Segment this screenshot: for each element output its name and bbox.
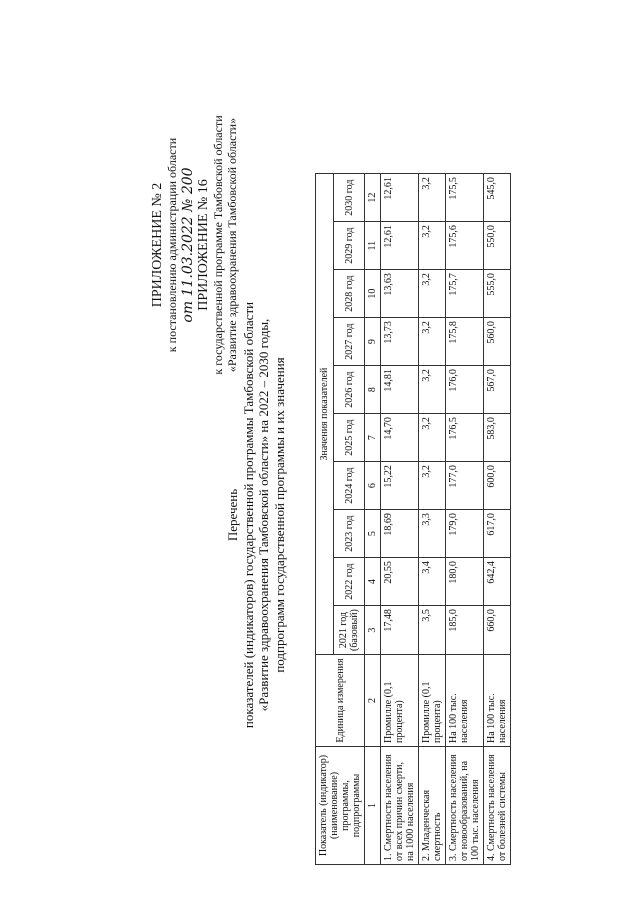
year-header: 2021 год (базовый) xyxy=(334,606,365,655)
column-number: 4 xyxy=(365,558,381,606)
value-cell: 13,73 xyxy=(381,318,419,366)
value-cell: 15,22 xyxy=(381,462,419,510)
unit-cell: Промилле (0,1 процента) xyxy=(381,655,419,747)
indicator-name-cell: 4. Смертность населения от болезней системы xyxy=(484,747,511,865)
value-cell: 550,0 xyxy=(484,222,511,270)
value-cell: 12,61 xyxy=(381,174,419,222)
unit-cell: На 100 тыс. населения xyxy=(484,655,511,747)
value-cell: 13,63 xyxy=(381,270,419,318)
column-number: 11 xyxy=(365,222,381,270)
document-title xyxy=(225,205,287,825)
value-cell: 175,5 xyxy=(446,174,484,222)
table-row xyxy=(446,174,484,865)
year-header: 2026 год xyxy=(334,366,365,414)
year-header: 2029 год xyxy=(334,222,365,270)
value-cell: 3,2 xyxy=(419,270,446,318)
year-header: 2025 год xyxy=(334,414,365,462)
year-header: 2023 год xyxy=(334,510,365,558)
column-number: 5 xyxy=(365,510,381,558)
value-cell: 3,2 xyxy=(419,366,446,414)
appendix-subtitle: к постановлению администрации области xyxy=(165,137,180,353)
column-number: 3 xyxy=(365,606,381,655)
table-row xyxy=(419,174,446,865)
table-row xyxy=(484,174,511,865)
value-cell: 3,2 xyxy=(419,462,446,510)
year-header: 2030 год xyxy=(334,174,365,222)
value-cell: 176,0 xyxy=(446,366,484,414)
indicator-name-cell: 1. Смертность населения от всех причин смерти, на 1000 населения xyxy=(381,747,419,865)
column-number: 9 xyxy=(365,318,381,366)
value-cell: 545,0 xyxy=(484,174,511,222)
value-cell: 3,2 xyxy=(419,222,446,270)
column-number: 6 xyxy=(365,462,381,510)
title-line-4: подпрограмм государственной программы и их значения xyxy=(271,357,287,673)
value-cell: 3,3 xyxy=(419,510,446,558)
title-line-1: Перечень xyxy=(225,488,240,542)
value-cell: 600,0 xyxy=(484,462,511,510)
value-cell: 660,0 xyxy=(484,606,511,655)
value-cell: 3,2 xyxy=(419,414,446,462)
year-header: 2022 год xyxy=(334,558,365,606)
year-header: 2028 год xyxy=(334,270,365,318)
program-appendix-title: ПРИЛОЖЕНИЕ № 16 xyxy=(195,179,211,311)
appendix-title: ПРИЛОЖЕНИЕ № 2 xyxy=(150,182,165,308)
value-cell: 14,70 xyxy=(381,414,419,462)
value-cell: 12,61 xyxy=(381,222,419,270)
value-cell: 18,69 xyxy=(381,510,419,558)
column-number: 8 xyxy=(365,366,381,414)
value-cell: 3,5 xyxy=(419,606,446,655)
handwritten-date: от 11.03.2022 № 200 xyxy=(179,167,196,323)
value-cell: 180,0 xyxy=(446,558,484,606)
column-number: 12 xyxy=(365,174,381,222)
value-cell: 617,0 xyxy=(484,510,511,558)
table-row xyxy=(381,174,419,865)
value-cell: 642,4 xyxy=(484,558,511,606)
column-number: 10 xyxy=(365,270,381,318)
value-cell: 583,0 xyxy=(484,414,511,462)
year-header: 2027 год xyxy=(334,318,365,366)
unit-cell: На 100 тыс. населения xyxy=(446,655,484,747)
value-cell: 185,0 xyxy=(446,606,484,655)
indicator-name-cell: 2. Младенческая смертность xyxy=(419,747,446,865)
value-cell: 17,48 xyxy=(381,606,419,655)
column-number-row xyxy=(365,174,381,865)
value-cell: 175,6 xyxy=(446,222,484,270)
value-cell: 175,7 xyxy=(446,270,484,318)
header-values: Значения показателей xyxy=(316,174,334,655)
program-subtitle-2: «Развитие здравоохранения Тамбовской области» xyxy=(224,117,239,373)
value-cell: 175,8 xyxy=(446,318,484,366)
header-indicator: Показатель (индикатор) (наименование) программы, подпрограммы xyxy=(316,747,365,865)
column-number: 7 xyxy=(365,414,381,462)
value-cell: 3,2 xyxy=(419,318,446,366)
value-cell: 555,0 xyxy=(484,270,511,318)
header-unit: Единица измерения xyxy=(316,655,365,747)
unit-cell: Промилле (0,1 процента) xyxy=(419,655,446,747)
year-header: 2024 год xyxy=(334,462,365,510)
title-line-2: показателей (индикаторов) государственной программы Тамбовской области xyxy=(240,301,256,729)
column-number: 1 xyxy=(365,747,381,865)
title-line-3: «Развитие здравоохранения Тамбовской области» на 2022 – 2030 годы, xyxy=(256,318,272,712)
table-body xyxy=(381,174,511,865)
indicator-name-cell: 3. Смертность населения от новообразований, на 100 тыс. населения xyxy=(446,747,484,865)
value-cell: 177,0 xyxy=(446,462,484,510)
program-subtitle-1: к государственной программе Тамбовской области xyxy=(211,115,226,375)
value-cell: 20,55 xyxy=(381,558,419,606)
value-cell: 567,0 xyxy=(484,366,511,414)
column-number: 2 xyxy=(365,655,381,747)
value-cell: 14,81 xyxy=(381,366,419,414)
value-cell: 176,5 xyxy=(446,414,484,462)
value-cell: 3,2 xyxy=(419,174,446,222)
value-cell: 560,0 xyxy=(484,318,511,366)
indicators-table xyxy=(315,173,511,865)
value-cell: 179,0 xyxy=(446,510,484,558)
value-cell: 3,4 xyxy=(419,558,446,606)
